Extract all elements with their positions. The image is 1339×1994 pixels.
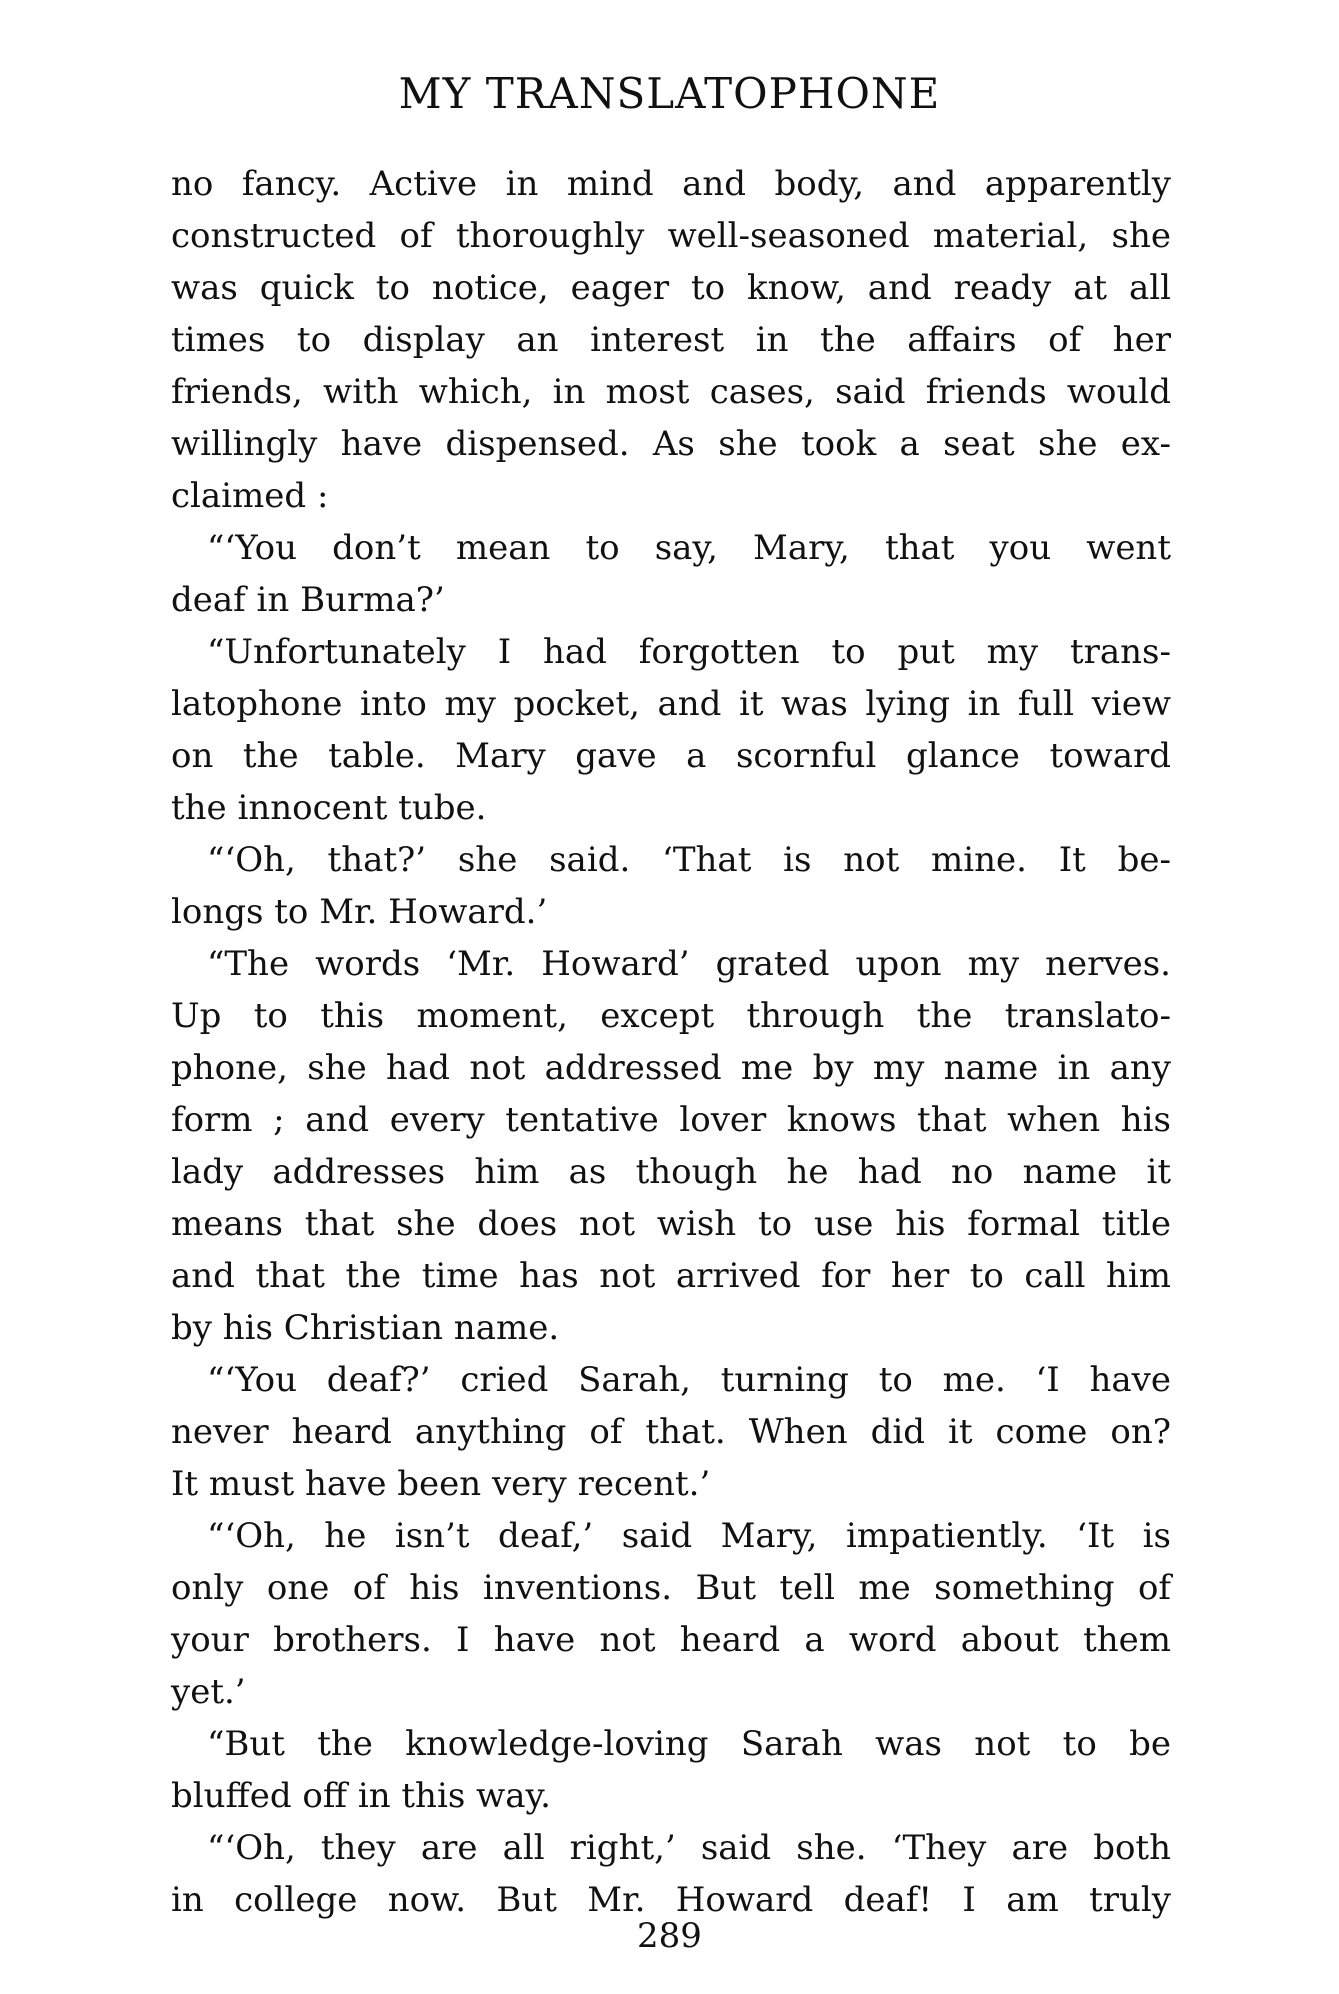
paragraph: [171, 522, 1171, 626]
text-line: yet.’: [171, 1672, 246, 1712]
text-line: means that she does not wish to use his formal title: [171, 1204, 1171, 1244]
text-line: deaf in Burma?’: [171, 580, 445, 620]
text-line: and that the time has not arrived for her to call him: [171, 1256, 1171, 1296]
text-line: “‘You don’t mean to say, Mary, that you went: [207, 528, 1171, 568]
text-line: “‘Oh, they are all right,’ said she. ‘They are both: [207, 1828, 1171, 1868]
paragraph: [171, 1354, 1171, 1510]
text-line: It must have been very recent.’: [171, 1464, 711, 1504]
text-line: by his Christian name.: [171, 1308, 560, 1348]
text-line: “‘Oh, he isn’t deaf,’ said Mary, impatiently. ‘It is: [207, 1516, 1171, 1556]
paragraph: [171, 1510, 1171, 1718]
text-line: claimed :: [171, 476, 329, 516]
text-line: constructed of thoroughly well-seasoned material, she: [171, 216, 1171, 256]
text-line: no fancy. Active in mind and body, and apparently: [171, 164, 1171, 204]
text-line: “But the knowledge-loving Sarah was not to be: [207, 1724, 1171, 1764]
text-line: “‘Oh, that?’ she said. ‘That is not mine. It be-: [207, 840, 1171, 880]
text-line: the innocent tube.: [171, 788, 487, 828]
paragraph: [171, 626, 1171, 834]
text-line: “Unfortunately I had forgotten to put my trans-: [207, 632, 1171, 672]
text-line: never heard anything of that. When did it come on?: [171, 1412, 1171, 1452]
text-line: lady addresses him as though he had no name it: [171, 1152, 1171, 1192]
text-line: willingly have dispensed. As she took a seat she ex-: [171, 424, 1171, 464]
paragraph: [171, 158, 1171, 522]
text-line: “‘You deaf?’ cried Sarah, turning to me. ‘I have: [207, 1360, 1171, 1400]
text-line: bluffed off in this way.: [171, 1776, 551, 1816]
text-line: in college now. But Mr. Howard deaf! I am truly: [171, 1880, 1171, 1920]
page-number: 289: [637, 1916, 702, 1956]
text-line: only one of his inventions. But tell me something of: [171, 1568, 1171, 1608]
text-line: “The words ‘Mr. Howard’ grated upon my nerves.: [207, 944, 1171, 984]
paragraph: [171, 1718, 1171, 1822]
text-line: latophone into my pocket, and it was lying in full view: [171, 684, 1171, 724]
text-line: on the table. Mary gave a scornful glance toward: [171, 736, 1171, 776]
text-line: times to display an interest in the affairs of her: [171, 320, 1171, 360]
text-line: friends, with which, in most cases, said friends would: [171, 372, 1171, 412]
text-line: form ; and every tentative lover knows that when his: [171, 1100, 1171, 1140]
text-line: phone, she had not addressed me by my name in any: [171, 1048, 1171, 1088]
paragraph: [171, 938, 1171, 1354]
text-line: Up to this moment, except through the translato-: [171, 996, 1171, 1036]
running-head: MY TRANSLATOPHONE: [398, 69, 941, 118]
paragraph: [171, 834, 1171, 938]
text-line: longs to Mr. Howard.’: [171, 892, 548, 932]
text-line: was quick to notice, eager to know, and ready at all: [171, 268, 1171, 308]
text-line: your brothers. I have not heard a word about them: [171, 1620, 1171, 1660]
body-text: [171, 158, 1171, 1926]
